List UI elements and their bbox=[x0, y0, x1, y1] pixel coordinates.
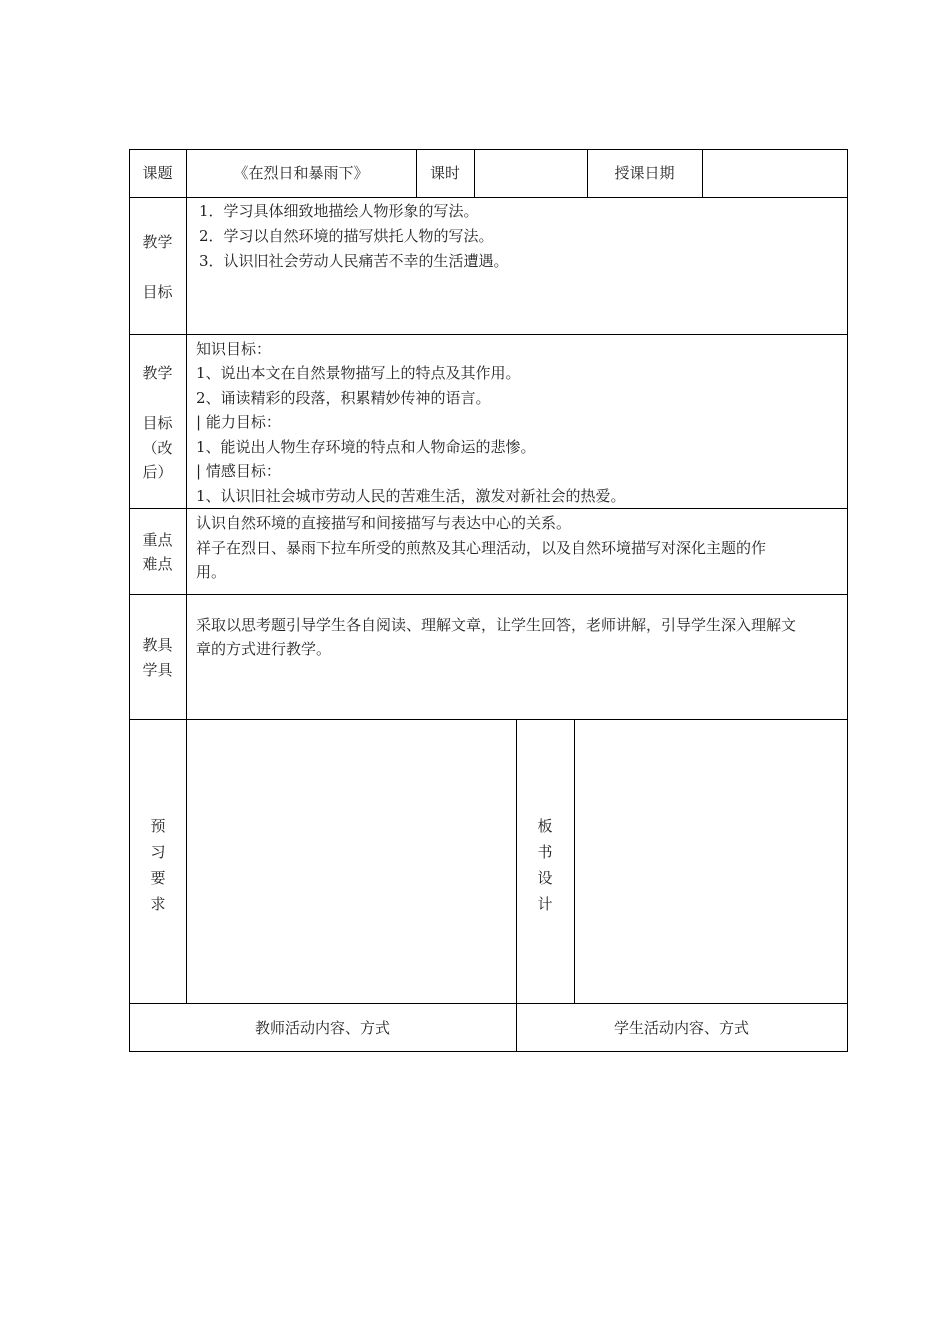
revised-line-6: | 情感目标： bbox=[196, 462, 281, 480]
goal-item-3: 3．认识旧社会劳动人民痛苦不幸的生活遭遇。 bbox=[199, 252, 509, 270]
date-label: 授课日期 bbox=[614, 164, 675, 182]
rule-label-col bbox=[186, 149, 187, 1004]
revised-line-7: 1、认识旧社会城市劳动人民的苦难生活，激发对新社会的热爱。 bbox=[196, 487, 626, 505]
tools-label-2: 学具 bbox=[142, 661, 173, 679]
key-label-2: 难点 bbox=[142, 555, 173, 573]
rule-row1 bbox=[129, 197, 848, 198]
rule-bottom bbox=[129, 1051, 848, 1052]
rule-row2 bbox=[129, 334, 848, 335]
revised-label-2: 目标 bbox=[142, 414, 173, 432]
rule-row1-d bbox=[702, 149, 703, 198]
revised-line-4: | 能力目标： bbox=[196, 413, 281, 431]
goal-item-1: 1．学习具体细致地描绘人物形象的写法。 bbox=[199, 202, 479, 220]
board-label: 板书设计 bbox=[537, 817, 553, 913]
goal-item-2: 2．学习以自然环境的描写烘托人物的写法。 bbox=[199, 227, 494, 245]
revised-line-5: 1、能说出人物生存环境的特点和人物命运的悲惨。 bbox=[196, 438, 536, 456]
revised-label-1: 教学 bbox=[142, 364, 173, 382]
revised-label-3: （改 bbox=[142, 439, 173, 457]
tools-line-2: 章的方式进行教学。 bbox=[196, 640, 332, 658]
rule-row1-b bbox=[474, 149, 475, 198]
teacher-activity-header: 教师活动内容、方式 bbox=[254, 1019, 390, 1037]
hours-label: 课时 bbox=[429, 164, 460, 182]
revised-line-1: 知识目标： bbox=[196, 340, 272, 358]
rule-top bbox=[129, 149, 848, 150]
revised-line-3: 2、诵读精彩的段落，积累精妙传神的语言。 bbox=[196, 389, 491, 407]
rule-mid bbox=[516, 719, 517, 1052]
rule-board-label bbox=[574, 719, 575, 1004]
key-label-1: 重点 bbox=[142, 531, 173, 549]
topic-label: 课题 bbox=[142, 164, 173, 182]
tools-label-1: 教具 bbox=[142, 636, 173, 654]
revised-label-4: 后） bbox=[142, 463, 173, 481]
tools-line-1: 采取以思考题引导学生各自阅读、理解文章，让学生回答，老师讲解，引导学生深入理解文 bbox=[196, 616, 797, 634]
preview-label: 预习要求 bbox=[150, 817, 166, 913]
goals-label-2: 目标 bbox=[142, 283, 173, 301]
topic-value: 《在烈日和暴雨下》 bbox=[233, 164, 369, 182]
key-line-1: 认识自然环境的直接描写和间接描写与表达中心的关系。 bbox=[196, 514, 572, 532]
rule-row5 bbox=[129, 719, 848, 720]
key-line-3: 用。 bbox=[196, 563, 227, 581]
revised-line-2: 1、说出本文在自然景物描写上的特点及其作用。 bbox=[196, 364, 521, 382]
rule-row6 bbox=[129, 1003, 848, 1004]
goals-label-1: 教学 bbox=[142, 233, 173, 251]
rule-right bbox=[847, 149, 848, 1052]
key-line-2: 祥子在烈日、暴雨下拉车所受的煎熬及其心理活动，以及自然环境描写对深化主题的作 bbox=[196, 539, 767, 557]
rule-row4 bbox=[129, 594, 848, 595]
student-activity-header: 学生活动内容、方式 bbox=[613, 1019, 749, 1037]
